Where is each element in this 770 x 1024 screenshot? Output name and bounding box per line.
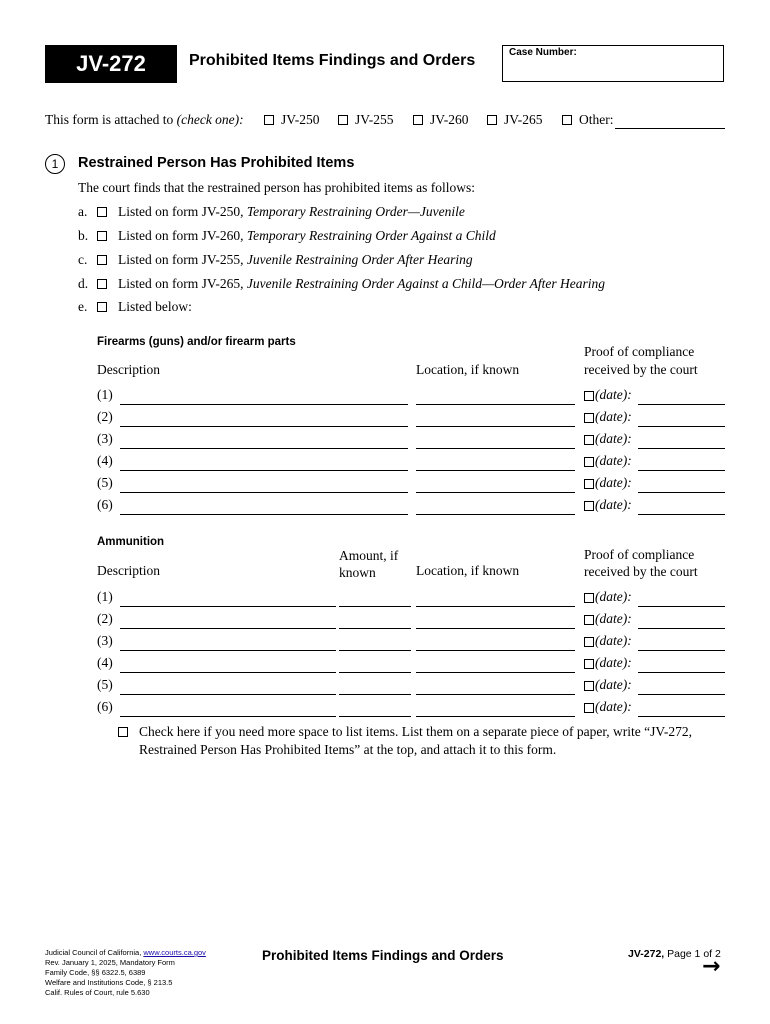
date-label: (date): [595,497,632,512]
row-number: (4) [97,453,113,468]
ammunition-date-field[interactable] [638,650,725,651]
ammunition-date-field[interactable] [638,716,725,717]
item-number: 1 [45,154,65,174]
ammunition-col-proof-2: received by the court [584,564,698,579]
ammunition-date-field[interactable] [638,628,725,629]
footer-title: Prohibited Items Findings and Orders [262,948,504,963]
ammunition-col-proof-1: Proof of compliance [584,547,695,562]
firearm-proof-checkbox[interactable] [584,435,594,445]
ammunition-heading: Ammunition [97,536,165,548]
row-number: (6) [97,497,113,512]
firearm-proof-checkbox[interactable] [584,413,594,423]
row-number: (2) [97,409,113,424]
ammunition-description-field[interactable] [120,628,336,629]
more-space-checkbox[interactable] [118,727,128,737]
row-number: (6) [97,699,113,714]
ammunition-amount-field[interactable] [339,716,411,717]
ammunition-proof-checkbox[interactable] [584,703,594,713]
ammunition-amount-field[interactable] [339,650,411,651]
form-number-badge: JV-272 [45,45,177,83]
row-number: (1) [97,589,113,604]
ammunition-col-location: Location, if known [416,563,520,578]
firearm-location-field[interactable] [416,426,575,427]
row-number: (5) [97,677,113,692]
case-number-field[interactable] [502,45,724,82]
ammunition-description-field[interactable] [120,650,336,651]
firearm-location-field[interactable] [416,492,575,493]
attached-jv265-label: JV-265 [504,112,543,127]
attached-prefix: This form is attached to (check one): [45,112,244,127]
firearm-location-field[interactable] [416,514,575,515]
option-letter: d. [78,276,89,291]
firearms-col-proof-1: Proof of compliance [584,344,695,359]
date-label: (date): [595,387,632,402]
ammunition-location-field[interactable] [416,606,575,607]
option-d-text: Listed on form JV-265, Juvenile Restraining Order Against a Child—Order After Hearing [118,276,605,291]
date-label: (date): [595,677,632,692]
ammunition-proof-checkbox[interactable] [584,681,594,691]
row-number: (5) [97,475,113,490]
option-c-text: Listed on form JV-255, Juvenile Restraining Order After Hearing [118,252,473,267]
ammunition-date-field[interactable] [638,606,725,607]
more-space-line-1: Check here if you need more space to list items. List them on a separate piece of paper, write “JV-272, [139,724,693,739]
firearm-date-field[interactable] [638,404,725,405]
row-number: (3) [97,431,113,446]
ammunition-amount-field[interactable] [339,694,411,695]
attached-jv265-checkbox[interactable] [487,115,497,125]
date-label: (date): [595,633,632,648]
ammunition-col-description: Description [97,563,160,578]
attached-jv250-label: JV-250 [281,112,320,127]
option-b-checkbox[interactable] [97,231,107,241]
firearm-description-field[interactable] [120,492,408,493]
attached-jv260-label: JV-260 [430,112,469,127]
option-d-checkbox[interactable] [97,279,107,289]
attached-other-label: Other: [579,112,614,127]
firearm-description-field[interactable] [120,514,408,515]
firearms-heading: Firearms (guns) and/or firearm parts [97,336,296,348]
ammunition-proof-checkbox[interactable] [584,659,594,669]
next-page-arrow-icon: → [702,954,721,979]
ammunition-proof-checkbox[interactable] [584,637,594,647]
firearms-col-location: Location, if known [416,362,520,377]
option-letter: c. [78,252,88,267]
date-label: (date): [595,453,632,468]
row-number: (4) [97,655,113,670]
firearm-date-field[interactable] [638,514,725,515]
ammunition-col-amount-1: Amount, if [339,548,399,563]
option-e-text: Listed below: [118,299,192,314]
ammunition-description-field[interactable] [120,716,336,717]
firearm-description-field[interactable] [120,470,408,471]
ammunition-description-field[interactable] [120,606,336,607]
firearms-col-proof-2: received by the court [584,362,698,377]
item-title: Restrained Person Has Prohibited Items [78,155,355,171]
date-label: (date): [595,409,632,424]
ammunition-col-amount-2: known [339,565,376,580]
row-number: (3) [97,633,113,648]
case-number-label: Case Number: [509,47,577,58]
option-c-checkbox[interactable] [97,255,107,265]
firearm-date-field[interactable] [638,426,725,427]
date-label: (date): [595,611,632,626]
firearm-description-field[interactable] [120,404,408,405]
firearm-proof-checkbox[interactable] [584,479,594,489]
date-label: (date): [595,431,632,446]
council-website-link[interactable]: www.courts.ca.gov [143,948,206,957]
firearm-description-field[interactable] [120,448,408,449]
attached-jv255-checkbox[interactable] [338,115,348,125]
item-intro: The court finds that the restrained person has prohibited items as follows: [78,180,476,195]
date-label: (date): [595,655,632,670]
form-title: Prohibited Items Findings and Orders [189,52,476,69]
ammunition-location-field[interactable] [416,716,575,717]
option-letter: a. [78,204,88,219]
firearm-date-field[interactable] [638,448,725,449]
firearm-description-field[interactable] [120,426,408,427]
firearm-location-field[interactable] [416,448,575,449]
date-label: (date): [595,699,632,714]
option-e-checkbox[interactable] [97,302,107,312]
firearm-location-field[interactable] [416,470,575,471]
ammunition-description-field[interactable] [120,672,336,673]
firearm-location-field[interactable] [416,404,575,405]
firearm-proof-checkbox[interactable] [584,501,594,511]
ammunition-proof-checkbox[interactable] [584,615,594,625]
attached-jv260-checkbox[interactable] [413,115,423,125]
option-letter: e. [78,299,88,314]
option-letter: b. [78,228,89,243]
ammunition-date-field[interactable] [638,672,725,673]
ammunition-location-field[interactable] [416,650,575,651]
ammunition-date-field[interactable] [638,694,725,695]
row-number: (2) [97,611,113,626]
attached-other-field[interactable] [615,128,725,129]
ammunition-amount-field[interactable] [339,606,411,607]
footer-page-info: JV-272, Page 1 of 2 [628,948,721,960]
date-label: (date): [595,475,632,490]
footer-citations: Judicial Council of California, www.courts.ca.gov Rev. January 1, 2025, Mandatory Form Family Code, §§ 6322.5, 6389 Welfare and Institutions Code, § 213.5 Calif. Rules of Court, rule 5.630 [45,948,206,997]
attached-other-checkbox[interactable] [562,115,572,125]
ammunition-proof-checkbox[interactable] [584,593,594,603]
ammunition-amount-field[interactable] [339,628,411,629]
attached-jv250-checkbox[interactable] [264,115,274,125]
ammunition-location-field[interactable] [416,694,575,695]
firearm-date-field[interactable] [638,492,725,493]
ammunition-location-field[interactable] [416,672,575,673]
firearm-date-field[interactable] [638,470,725,471]
firearms-col-description: Description [97,362,160,377]
date-label: (date): [595,589,632,604]
option-a-text: Listed on form JV-250, Temporary Restraining Order—Juvenile [118,204,465,219]
attached-jv255-label: JV-255 [355,112,394,127]
ammunition-amount-field[interactable] [339,672,411,673]
ammunition-description-field[interactable] [120,694,336,695]
row-number: (1) [97,387,113,402]
more-space-line-2: Restrained Person Has Prohibited Items” at the top, and attach it to this form. [139,742,557,757]
option-a-checkbox[interactable] [97,207,107,217]
firearm-proof-checkbox[interactable] [584,391,594,401]
firearm-proof-checkbox[interactable] [584,457,594,467]
option-b-text: Listed on form JV-260, Temporary Restraining Order Against a Child [118,228,496,243]
ammunition-location-field[interactable] [416,628,575,629]
